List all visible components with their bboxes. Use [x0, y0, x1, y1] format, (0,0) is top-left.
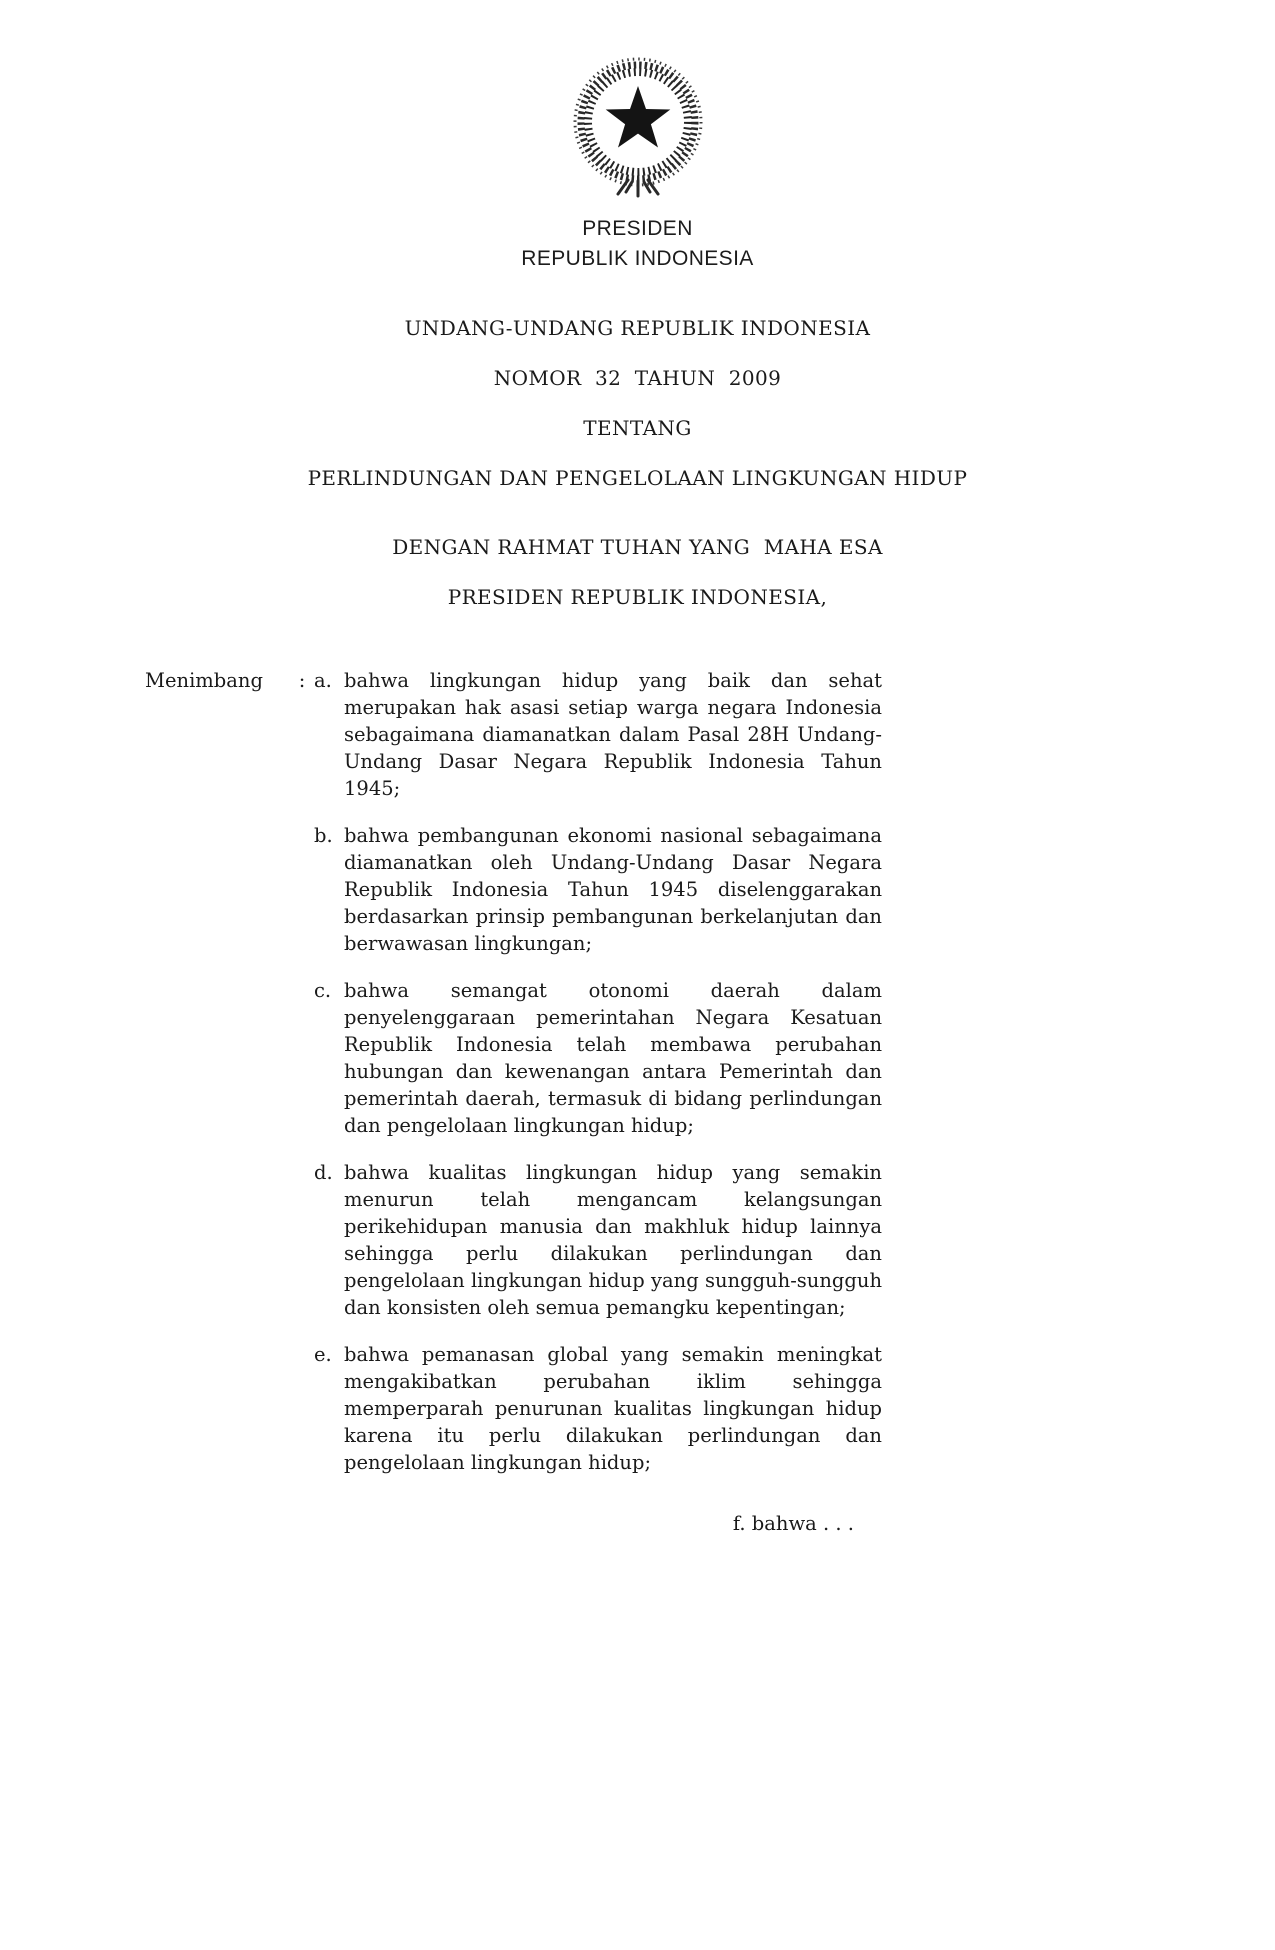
- considering-items: [314, 667, 882, 1476]
- presidential-seal-icon: [562, 52, 714, 204]
- considering-item-b: [314, 822, 882, 957]
- item-text: bahwa lingkungan hidup yang baik dan sehat merupakan hak asasi setiap warga negara Indonesia sebagaimana diamanatkan dalam Pasal 28H Undang-Undang Dasar Negara Republik Indonesia Tahun 1945;: [344, 669, 882, 800]
- org-header-line1: PRESIDEN: [582, 217, 693, 240]
- item-text: bahwa kualitas lingkungan hidup yang semakin menurun telah mengancam kelangsungan perikehidupan manusia dan makhluk hidup lainnya sehingga perlu dilakukan perlindungan dan pengelolaan lingkungan hidup yang sungguh-sungguh dan konsisten oleh semua pemangku kepentingan;: [344, 1161, 882, 1319]
- item-letter: e.: [314, 1343, 332, 1366]
- catchword: f. bahwa . . .: [732, 1512, 854, 1535]
- organization-header: [0, 214, 1275, 274]
- title-invocation: DENGAN RAHMAT TUHAN YANG MAHA ESA: [392, 535, 883, 559]
- seal-container: [0, 0, 1275, 204]
- item-letter: b.: [314, 824, 333, 847]
- considering-section: [145, 667, 882, 1476]
- title-tentang: TENTANG: [583, 416, 692, 440]
- document-body: [145, 667, 882, 1537]
- item-text: bahwa semangat otonomi daerah dalam penyelenggaraan pemerintahan Negara Kesatuan Republik Indonesia telah membawa perubahan hubungan dan kewenangan antara Pemerintah dan pemerintah daerah, termasuk di bidang perlindungan dan pengelolaan lingkungan hidup;: [344, 979, 882, 1137]
- considering-item-e: [314, 1341, 882, 1476]
- item-text: bahwa pemanasan global yang semakin meningkat mengakibatkan perubahan iklim sehingga memperparah penurunan kualitas lingkungan hidup karena itu perlu dilakukan perlindungan dan pengelolaan lingkungan hidup;: [344, 1343, 882, 1474]
- title-law-number: NOMOR 32 TAHUN 2009: [493, 366, 782, 390]
- item-letter: a.: [314, 669, 332, 692]
- considering-colon: :: [298, 669, 306, 692]
- title-subject: PERLINDUNGAN DAN PENGELOLAAN LINGKUNGAN HIDUP: [307, 466, 968, 490]
- considering-item-d: [314, 1159, 882, 1321]
- title-issuer: PRESIDEN REPUBLIK INDONESIA,: [447, 585, 828, 609]
- item-letter: d.: [314, 1161, 333, 1184]
- considering-item-c: [314, 977, 882, 1139]
- item-text: bahwa pembangunan ekonomi nasional sebagaimana diamanatkan oleh Undang-Undang Dasar Negara Republik Indonesia Tahun 1945 diselenggarakan berdasarkan prinsip pembangunan berkelanjutan dan berwawasan lingkungan;: [344, 824, 882, 955]
- document-title-block: [0, 316, 1275, 609]
- org-header-line2: REPUBLIK INDONESIA: [521, 247, 754, 270]
- considering-item-a: [314, 667, 882, 802]
- considering-label: Menimbang: [145, 669, 263, 692]
- item-letter: c.: [314, 979, 332, 1002]
- title-law-name: UNDANG-UNDANG REPUBLIK INDONESIA: [404, 316, 871, 340]
